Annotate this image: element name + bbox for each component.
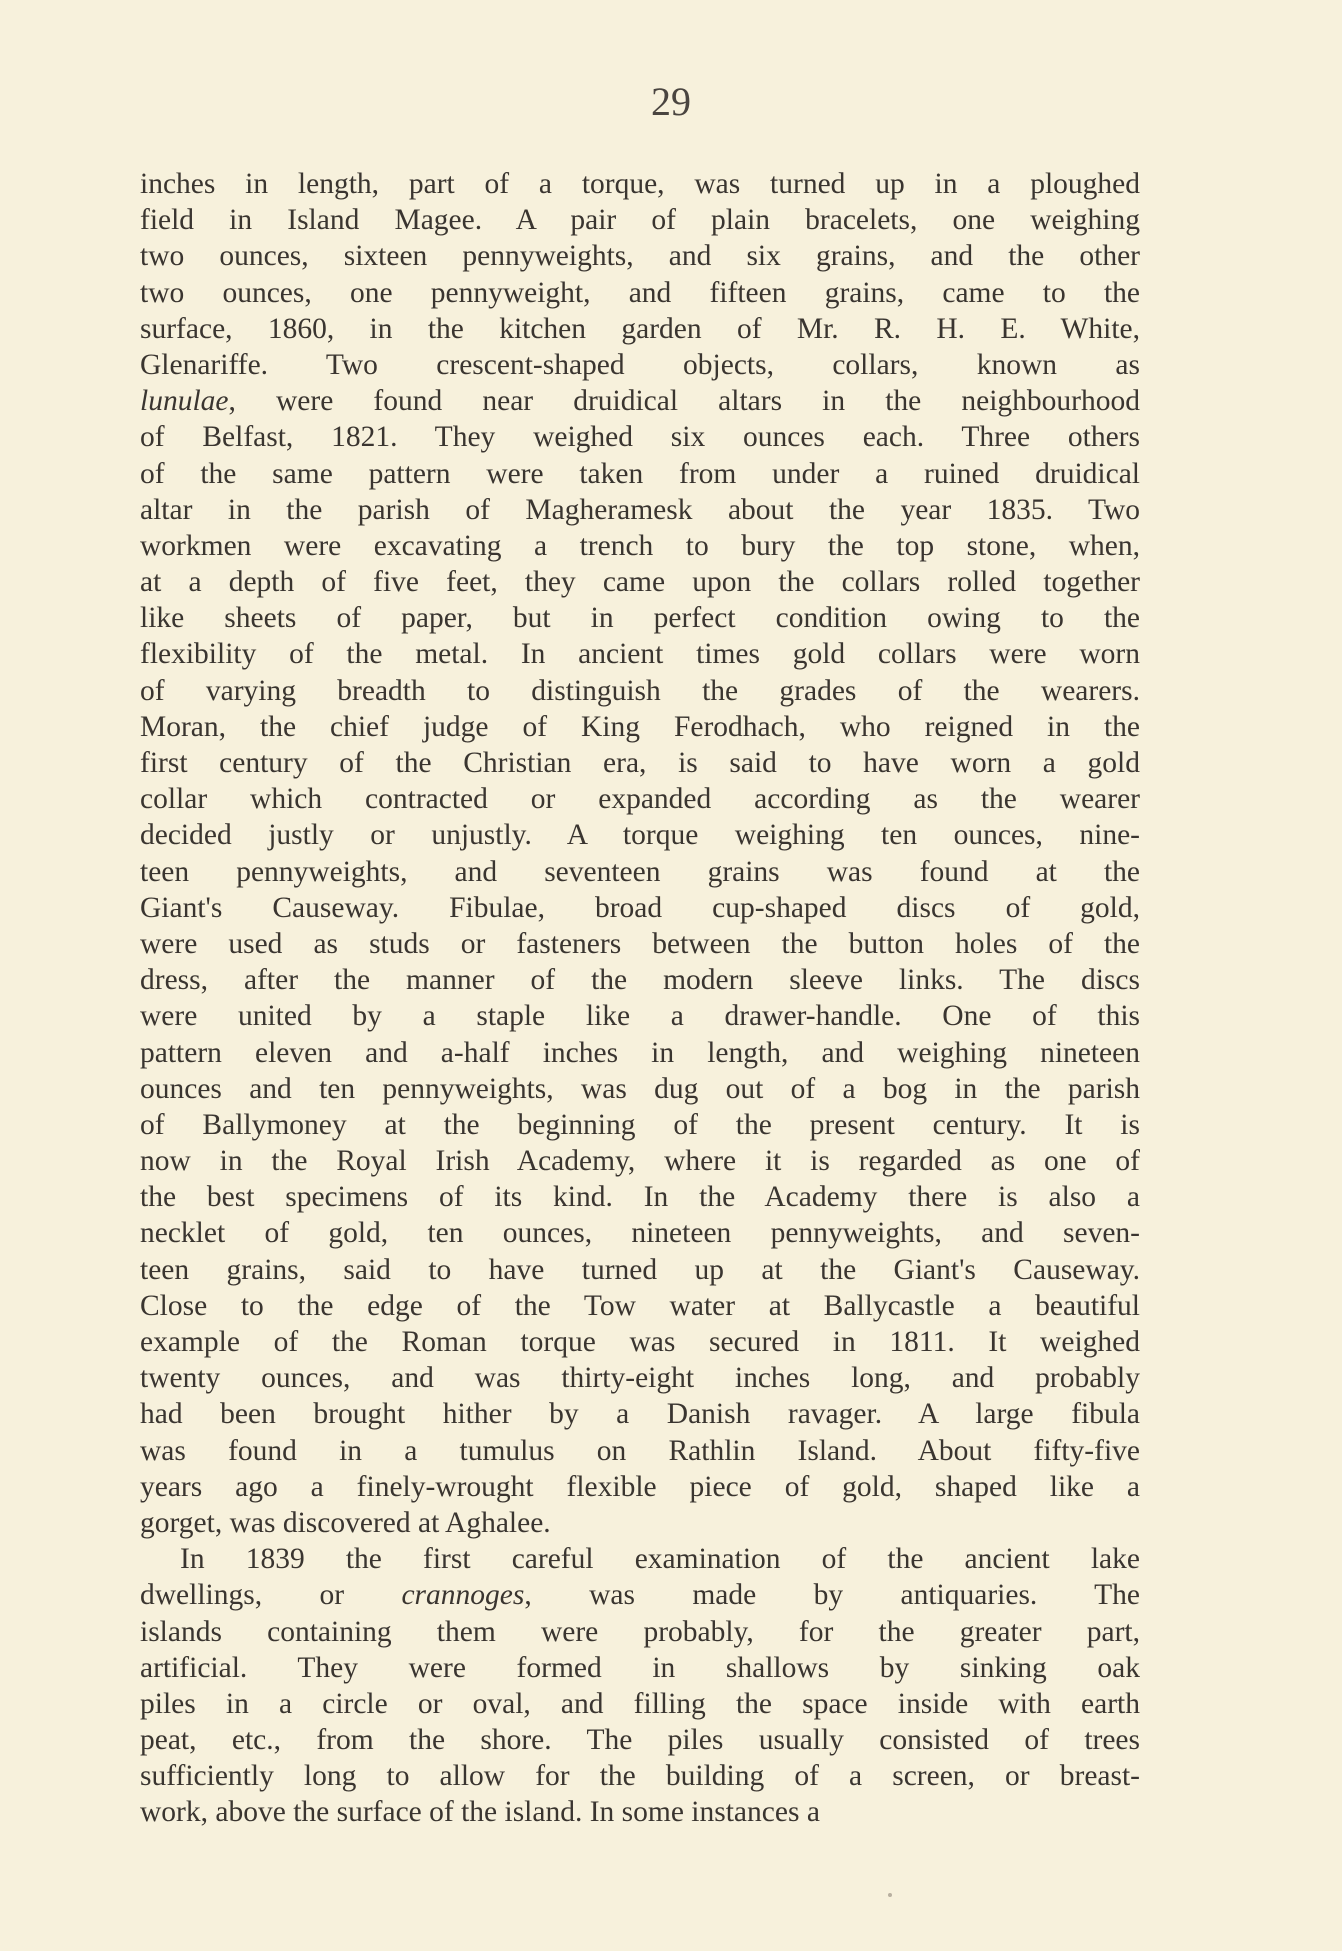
text-line: were united by a staple like a drawer-handle. One of this (140, 1000, 1140, 1033)
text-line: work, above the surface of the island. In some instances a (140, 1796, 820, 1829)
text-line: example of the Roman torque was secured in 1811. It weighed (140, 1326, 1140, 1358)
text-line: inches in length, part of a torque, was turned up in a ploughed (140, 168, 1140, 200)
text-line: of the same pattern were taken from under a ruined druidical (140, 457, 1140, 490)
text-line: decided justly or unjustly. A torque weighing ten ounces, nine- (140, 819, 1140, 852)
text-line: pattern eleven and a-half inches in length, and weighing nineteen (140, 1036, 1140, 1069)
text-line: surface, 1860, in the kitchen garden of Mr. R. H. E. White, (140, 312, 1140, 345)
text-line: like sheets of paper, but in perfect condition owing to the (140, 602, 1140, 635)
text-line: dwellings, or crannoges, was made by antiquaries. The (140, 1579, 1141, 1612)
text-line: years ago a finely-wrought flexible piece of gold, shaped like a (140, 1470, 1140, 1503)
text-line: of varying breadth to distinguish the grades of the wearers. (140, 674, 1140, 707)
text-line: workmen were excavating a trench to bury the top stone, when, (140, 529, 1140, 562)
paper-speck (888, 1893, 892, 1897)
text-line: peat, etc., from the shore. The piles usually consisted of trees (140, 1724, 1140, 1757)
text-line: were used as studs or fasteners between the button holes of the (140, 927, 1140, 960)
text-line: Giant's Causeway. Fibulae, broad cup-shaped discs of gold, (140, 891, 1140, 924)
text-line: at a depth of five feet, they came upon the collars rolled together (140, 566, 1140, 599)
text-line: now in the Royal Irish Academy, where it is regarded as one of (140, 1145, 1140, 1178)
text-line: altar in the parish of Magheramesk about the year 1835. Two (140, 493, 1140, 526)
text-line: of Ballymoney at the beginning of the present century. It is (140, 1108, 1140, 1141)
text-line: flexibility of the metal. In ancient times gold collars were worn (140, 638, 1140, 671)
text-line: twenty ounces, and was thirty-eight inches long, and probably (140, 1362, 1140, 1395)
text-line: artificial. They were formed in shallows by sinking oak (140, 1651, 1140, 1684)
text-line: two ounces, sixteen pennyweights, and six grains, and the other (140, 240, 1140, 273)
text-line: field in Island Magee. A pair of plain bracelets, one weighing (140, 204, 1140, 237)
text-line: Close to the edge of the Tow water at Ballycastle a beautiful (140, 1289, 1140, 1322)
page-number: 29 (651, 79, 691, 124)
text-line: necklet of gold, ten ounces, nineteen pennyweights, and seven- (140, 1217, 1140, 1250)
text-line: was found in a tumulus on Rathlin Island. About fifty-five (140, 1434, 1140, 1467)
text-line: two ounces, one pennyweight, and fifteen grains, came to the (140, 276, 1140, 309)
text-line: In 1839 the first careful examination of the ancient lake (180, 1543, 1140, 1576)
text-line: had been brought hither by a Danish ravager. A large fibula (140, 1398, 1140, 1431)
text-line: Moran, the chief judge of King Ferodhach, who reigned in the (140, 710, 1140, 743)
text-line: the best specimens of its kind. In the Academy there is also a (140, 1181, 1140, 1214)
text-line: dress, after the manner of the modern sleeve links. The discs (140, 964, 1140, 997)
body-text (140, 166, 1140, 1831)
text-line: piles in a circle or oval, and filling the space inside with earth (140, 1687, 1140, 1720)
text-line: ounces and ten pennyweights, was dug out of a bog in the parish (140, 1072, 1140, 1105)
text-line: teen pennyweights, and seventeen grains was found at the (140, 855, 1140, 888)
text-line: teen grains, said to have turned up at the Giant's Causeway. (140, 1253, 1140, 1286)
text-line: collar which contracted or expanded according as the wearer (140, 783, 1140, 816)
text-line: of Belfast, 1821. They weighed six ounces each. Three others (140, 421, 1140, 454)
text-line: islands containing them were probably, for the greater part, (140, 1615, 1140, 1648)
text-line: gorget, was discovered at Aghalee. (140, 1506, 551, 1539)
text-line: first century of the Christian era, is said to have worn a gold (140, 747, 1140, 779)
text-line: Glenariffe. Two crescent-shaped objects, collars, known as (140, 348, 1140, 381)
text-line: lunulae, were found near druidical altars in the neighbourhood (140, 385, 1140, 418)
text-line: sufficiently long to allow for the building of a screen, or breast- (140, 1760, 1140, 1793)
